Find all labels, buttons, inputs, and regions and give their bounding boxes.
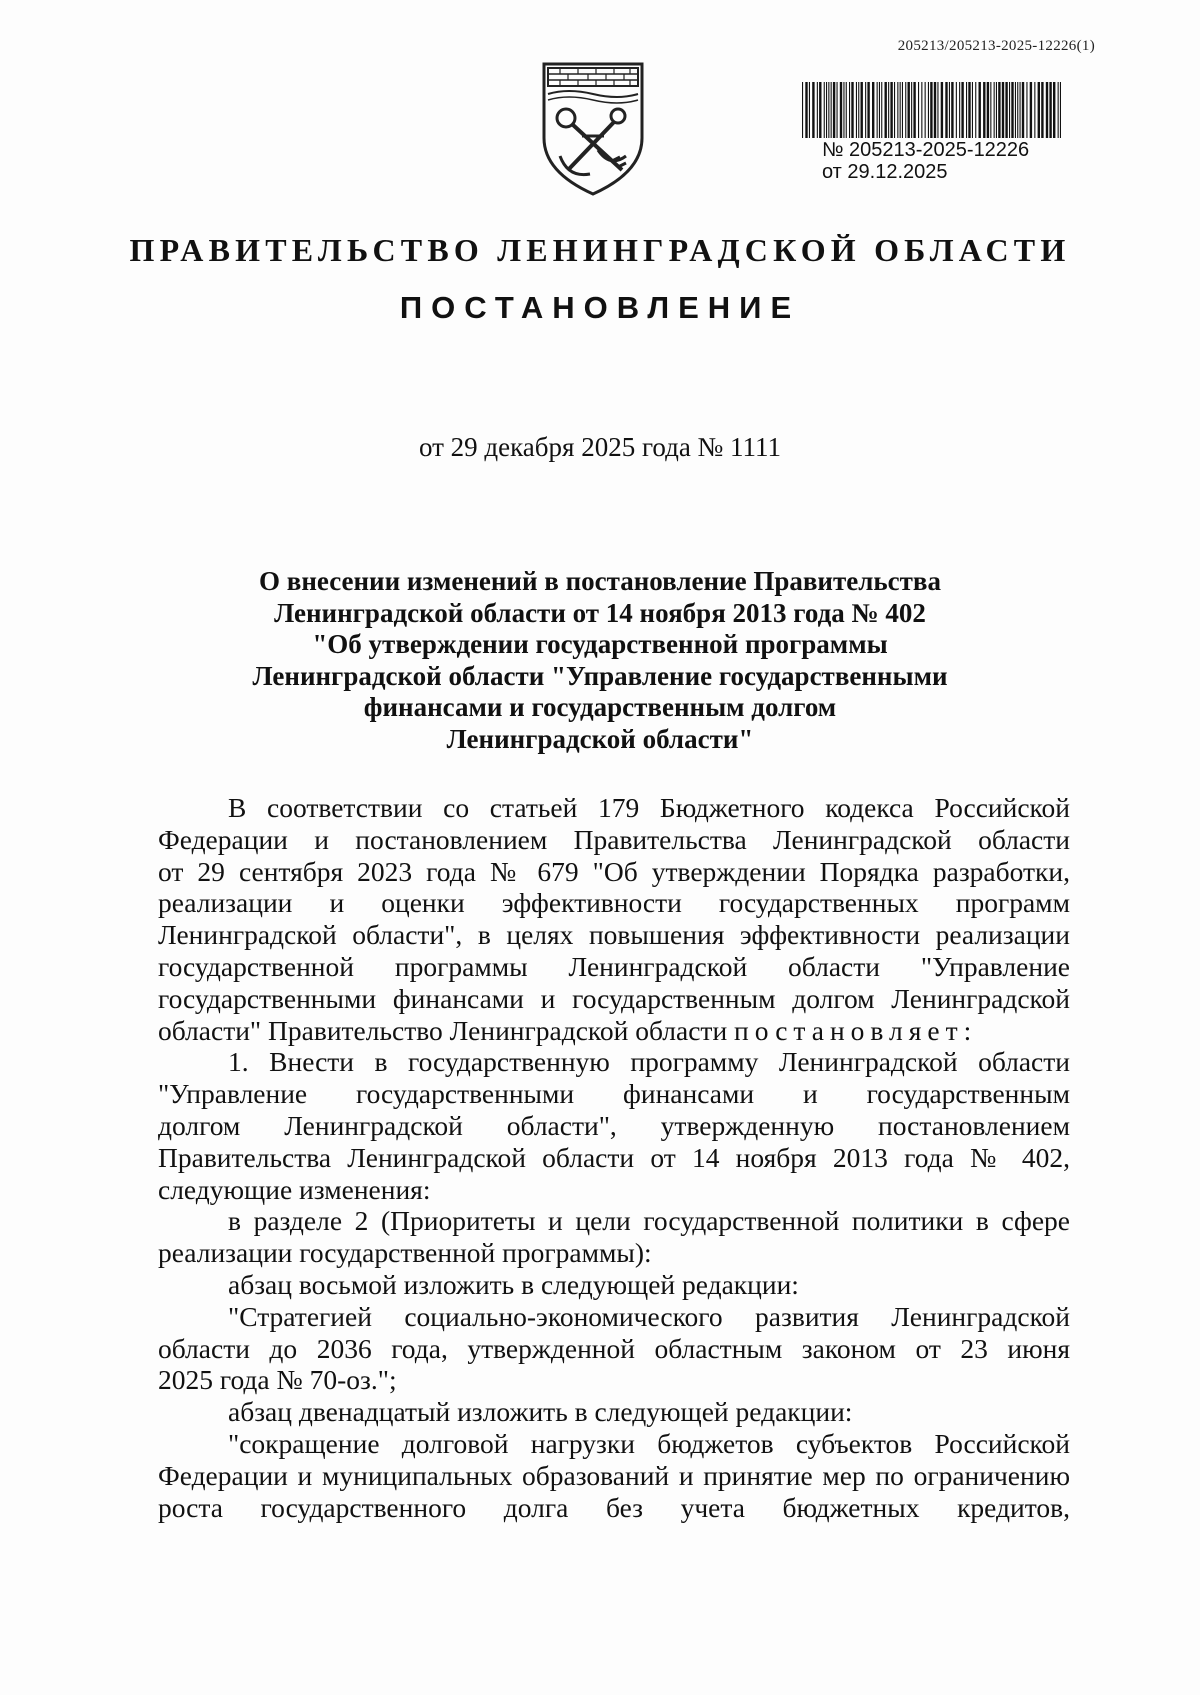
body-line: от 29 сентября 2023 года № 679 "Об утверждении Порядка разработки, — [158, 855, 1070, 887]
body-line — [158, 1015, 1070, 1047]
barcode-bar — [849, 82, 850, 138]
barcode-bar — [1053, 82, 1055, 138]
barcode-bar — [856, 82, 857, 138]
barcode-bar — [846, 82, 847, 138]
barcode-bar — [828, 82, 829, 138]
registration-date: от 29.12.2025 — [822, 161, 948, 183]
body-line: абзац двенадцатый изложить в следующей редакции: — [228, 1396, 853, 1428]
document-reference: 205213/205213-2025-12226(1) — [897, 38, 1095, 54]
barcode-bar — [824, 82, 825, 138]
barcode-bar — [1022, 82, 1024, 138]
barcode-bar — [930, 82, 932, 138]
barcode-bar — [843, 82, 844, 138]
body-line: области до 2036 года, утвержденной областным законом от 23 июня — [158, 1332, 1070, 1364]
barcode-bar — [951, 82, 953, 138]
body-line: роста государственного долга без учета бюджетных кредитов, — [158, 1491, 1070, 1523]
registration-number: № 205213-2025-12226 — [822, 139, 1030, 161]
body-line: "Стратегией социально-экономического развития Ленинградской — [228, 1300, 1070, 1332]
barcode-bar — [975, 82, 976, 138]
barcode-bar — [1020, 82, 1021, 138]
barcode-bar — [885, 82, 887, 138]
title-line: "Об утверждении государственной программы — [312, 629, 888, 659]
barcode-bar — [817, 82, 818, 138]
barcode-bar — [945, 82, 947, 138]
barcode-bar — [833, 82, 835, 138]
body-line: 1. Внести в государственную программу Ленинградской области — [228, 1046, 1070, 1078]
body-line: государственными финансами и государственным долгом Ленинградской — [158, 982, 1070, 1014]
barcode-bar — [1017, 82, 1018, 138]
title-line: Ленинградской области "Управление государственными — [252, 660, 948, 691]
barcode-bar — [961, 82, 963, 138]
body-line: Федерации и постановлением Правительства Ленинградской области — [158, 823, 1070, 855]
barcode-bar — [831, 82, 832, 138]
body-line: государственной программы Ленинградской области "Управление — [158, 950, 1070, 982]
barcode-bar — [956, 82, 957, 138]
barcode-bar — [1009, 82, 1010, 138]
barcode-bar — [840, 82, 842, 138]
barcode-bar — [996, 82, 997, 138]
barcode-bar — [861, 82, 863, 138]
coat-of-arms-icon — [538, 60, 648, 200]
barcode-bar — [972, 82, 973, 138]
barcode-bar — [837, 82, 838, 138]
barcode-bar — [911, 82, 912, 138]
barcode-bar — [881, 82, 882, 138]
barcode-bar — [913, 82, 915, 138]
barcode-bar — [1058, 82, 1059, 138]
barcode-bar — [934, 82, 936, 138]
document-body — [158, 792, 1070, 1523]
body-line: Правительства Ленинградской области от 14 ноября 2013 года № 402, — [158, 1141, 1070, 1173]
body-line: "Управление государственными финансами и государственным — [158, 1078, 1070, 1110]
document-title — [150, 566, 1050, 755]
barcode-bar — [900, 82, 901, 138]
barcode-bar — [908, 82, 910, 138]
barcode-bar — [1038, 82, 1040, 138]
barcode-bar — [937, 82, 938, 138]
barcode-bar — [959, 82, 960, 138]
barcode-bar — [918, 82, 919, 138]
barcode-bar — [966, 82, 967, 138]
barcode-bar — [1011, 82, 1013, 138]
body-line: Ленинградской области", в целях повышения эффективности реализации — [158, 919, 1070, 951]
title-line: Ленинградской области от 14 ноября 2013 года № 402 — [274, 597, 926, 628]
barcode-bar — [1005, 82, 1007, 138]
barcode-bar — [1046, 82, 1048, 138]
barcode-bar — [1060, 82, 1061, 138]
barcode-bar — [851, 82, 853, 138]
barcode-bar — [987, 82, 989, 138]
body-line: реализации государственной программы): — [158, 1237, 652, 1269]
barcode-bar — [921, 82, 922, 138]
body-line: В соответствии со статьей 179 Бюджетного кодекса Российской — [228, 792, 1070, 823]
barcode-bar — [983, 82, 985, 138]
barcode-bar — [968, 82, 970, 138]
barcode-bar — [877, 82, 878, 138]
barcode-bar — [802, 82, 803, 138]
barcode-bar — [1026, 82, 1027, 138]
barcode-bar — [1034, 82, 1035, 138]
body-line: 2025 года № 70-оз."; — [158, 1364, 397, 1396]
barcode-bar — [826, 82, 827, 138]
barcode-bar — [979, 82, 981, 138]
barcode-bar — [994, 82, 995, 138]
barcode-bar — [949, 82, 950, 138]
barcode-bar — [805, 82, 807, 138]
title-line: О внесении изменений в постановление Правительства — [259, 566, 941, 596]
barcode-bar — [865, 82, 866, 138]
barcode-bar — [888, 82, 889, 138]
barcode-bar — [990, 82, 991, 138]
title-line: финансами и государственным долгом — [363, 692, 837, 722]
body-line: долгом Ленинградской области", утвержденную постановлением — [158, 1109, 1070, 1141]
barcode-bar — [1015, 82, 1016, 138]
barcode-bar — [894, 82, 895, 138]
document-date: от 29 декабря 2025 года № 1111 — [418, 432, 782, 462]
barcode-bar — [928, 82, 929, 138]
barcode-bar — [902, 82, 903, 138]
barcode-bar — [905, 82, 906, 138]
body-line-text: области" Правительство Ленинградской области — [158, 1014, 728, 1046]
barcode-bar — [890, 82, 892, 138]
barcode-bar — [819, 82, 821, 138]
organization-name: ПРАВИТЕЛЬСТВО ЛЕНИНГРАДСКОЙ ОБЛАСТИ — [129, 232, 1071, 268]
barcode-bar — [858, 82, 859, 138]
body-line: в разделе 2 (Приоритеты и цели государственной политики в сфере — [228, 1205, 1070, 1237]
body-line: реализации и оценки эффективности государственных программ — [158, 887, 1070, 919]
barcode-bar — [1041, 82, 1043, 138]
title-line: Ленинградской области" — [446, 723, 754, 754]
body-line: "сокращение долговой нагрузки бюджетов субъектов Российской — [228, 1427, 1070, 1459]
body-line: абзац восьмой изложить в следующей редакции: — [228, 1268, 799, 1300]
document-type: ПОСТАНОВЛЕНИЕ — [399, 290, 801, 325]
barcode-bar — [812, 82, 814, 138]
barcode-bar — [1030, 82, 1032, 138]
barcode-bar — [1002, 82, 1004, 138]
body-line: Федерации и муниципальных образований и принятие мер по ограничению — [158, 1459, 1070, 1491]
barcode-bar — [867, 82, 869, 138]
barcode-bar — [941, 82, 943, 138]
barcode-bar — [897, 82, 898, 138]
barcode-bar — [925, 82, 926, 138]
barcode-bar — [872, 82, 874, 138]
barcode-bar — [1049, 82, 1051, 138]
barcode-bar — [998, 82, 1000, 138]
barcode-icon — [800, 82, 1064, 138]
body-line: следующие изменения: — [158, 1173, 431, 1205]
barcode-bar — [809, 82, 810, 138]
barcode-bar — [879, 82, 880, 138]
resolution-verb: постановляет: — [734, 1014, 978, 1046]
